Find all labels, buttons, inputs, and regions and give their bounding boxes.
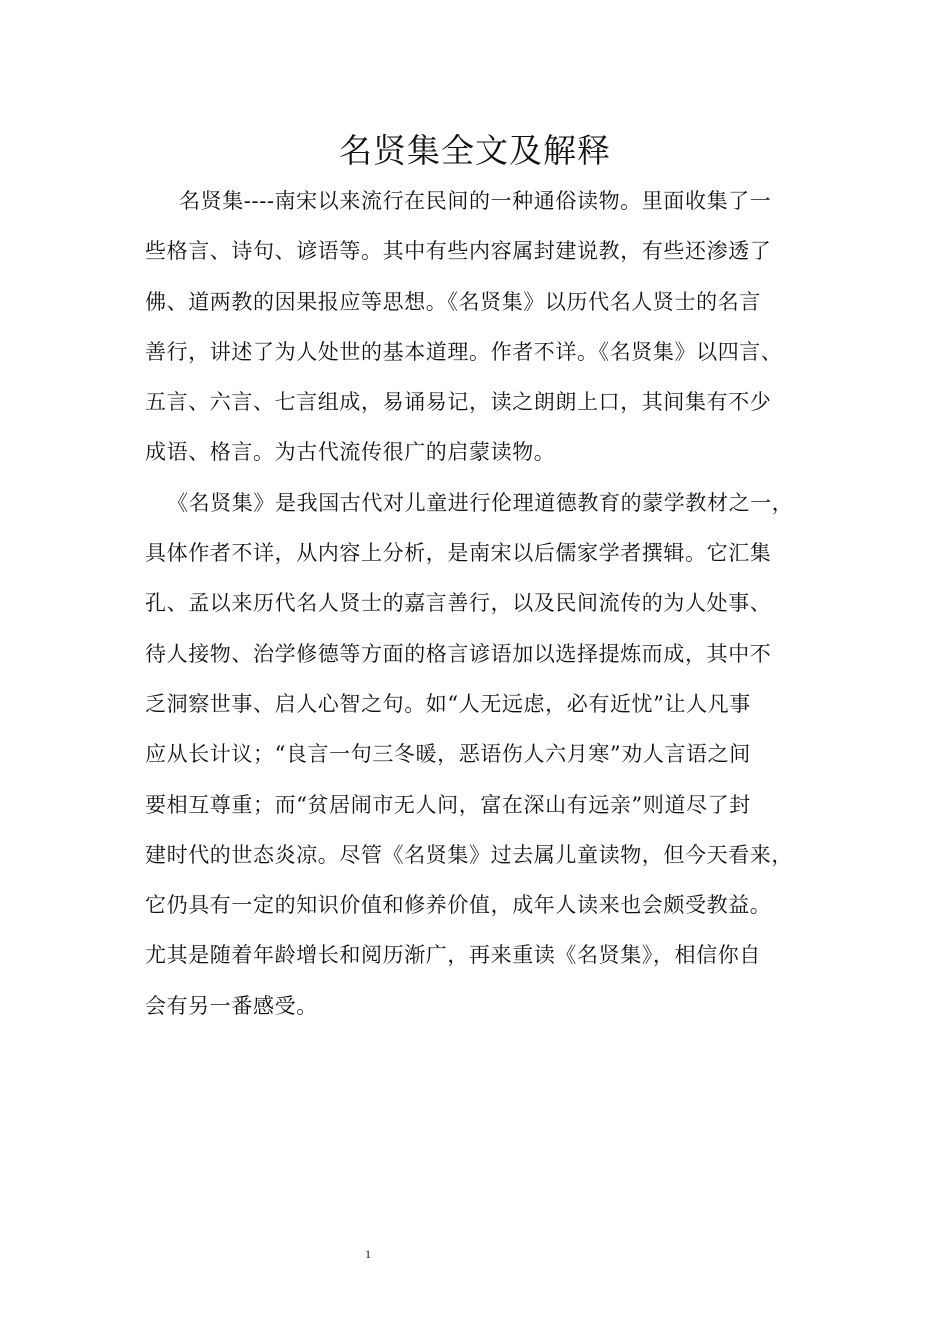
paragraph-2-line-6: 应从长计议；“良言一句三冬暖，恶语伤人六月寒”劝人言语之间: [145, 742, 751, 767]
paragraph-2-line-9: 它仍具有一定的知识价值和修养价值，成年人读来也会颇受教益。: [145, 893, 772, 918]
paragraph-1-line-1: 名贤集----南宋以来流行在民间的一种通俗读物。里面收集了一: [179, 189, 772, 213]
paragraph-1-line-3: 佛、道两教的因果报应等思想。《名贤集》以历代名人贤士的名言: [145, 289, 761, 314]
paragraph-2-line-5: 乏洞察世事、启人心智之句。如“人无远虑，必有近忧”让人凡事: [145, 691, 751, 716]
paragraph-2-line-10: 尤其是随着年龄增长和阅历渐广，再来重读《名贤集》，相信你自: [145, 943, 761, 968]
paragraph-1-line-4: 善行，讲述了为人处世的基本道理。作者不详。《名贤集》以四言、: [145, 339, 783, 364]
paragraph-2-line-1: 《名贤集》是我国古代对儿童进行伦理道德教育的蒙学教材之一，: [167, 490, 794, 515]
paragraph-1-line-2: 些格言、诗句、谚语等。其中有些内容属封建说教，有些还渗透了: [145, 239, 772, 264]
paragraph-2-line-4: 待人接物、治学修德等方面的格言谚语加以选择提炼而成，其中不: [145, 641, 772, 666]
paragraph-1-line-5: 五言、六言、七言组成，易诵易记，读之朗朗上口，其间集有不少: [145, 390, 772, 415]
page-number: 1: [365, 1247, 371, 1261]
page-title: 名贤集全文及解释: [339, 131, 611, 170]
body-text: [145, 176, 815, 1031]
paragraph-2-line-8: 建时代的世态炎凉。尽管《名贤集》过去属儿童读物，但今天看来，: [145, 842, 793, 867]
paragraph-2-line-2: 具体作者不详，从内容上分析，是南宋以后儒家学者撰辑。它汇集: [145, 541, 772, 566]
paragraph-1-line-6: 成语、格言。为古代流传很广的启蒙读物。: [145, 440, 556, 465]
paragraph-2-line-7: 要相互尊重；而“贫居闹市无人问，富在深山有远亲”则道尽了封: [145, 792, 751, 817]
paragraph-2-line-11: 会有另一番感受。: [145, 993, 318, 1018]
paragraph-2-line-3: 孔、孟以来历代名人贤士的嘉言善行，以及民间流传的为人处事、: [145, 591, 772, 616]
